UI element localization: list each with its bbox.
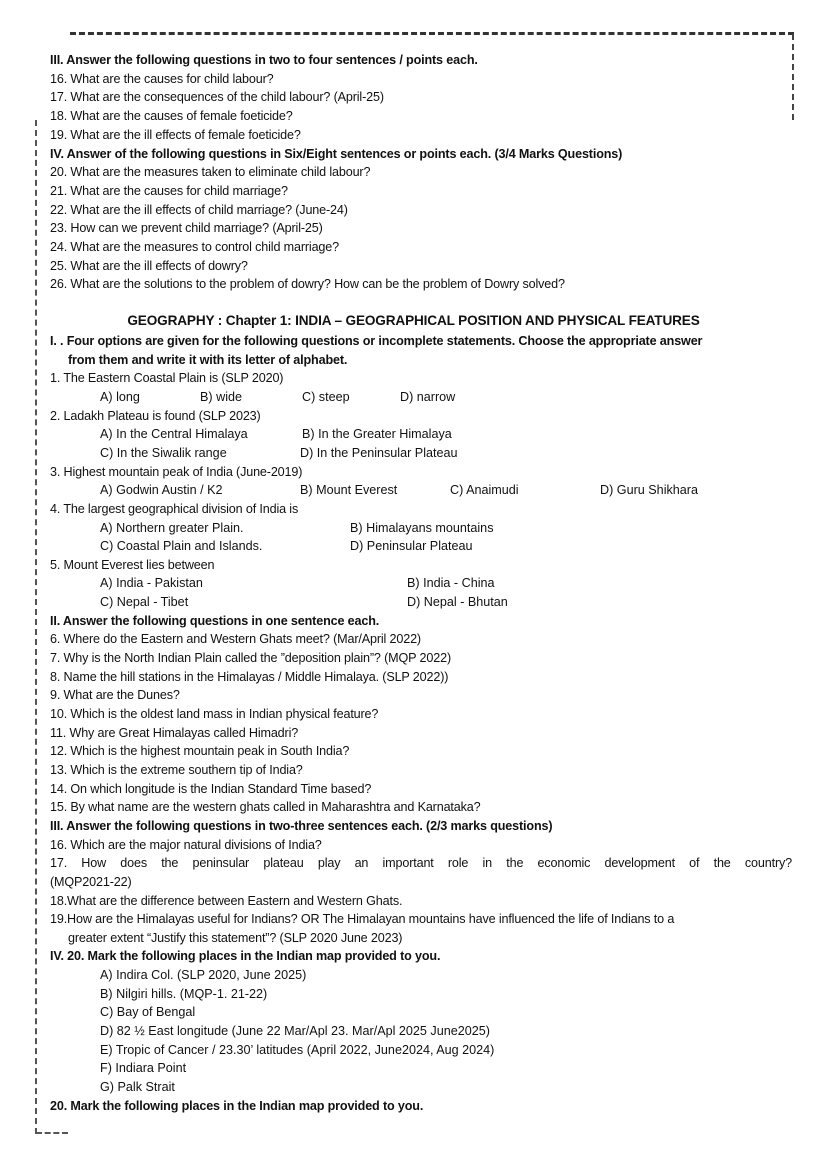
section-heading: IV. Answer of the following questions in Six/Eight sentences or points each. (3/4 Marks Questions): [50, 146, 623, 161]
answer-option: A) Indira Col. (SLP 2020, June 2025): [100, 968, 307, 983]
page-border-right: [792, 34, 794, 120]
question-text: 24. What are the measures to control child marriage?: [50, 240, 339, 254]
question-text: 9. What are the Dunes?: [50, 688, 180, 703]
page-border-bottom: [36, 1132, 68, 1134]
answer-option: B) wide: [200, 389, 242, 404]
section-heading: III. Answer the following questions in two to four sentences / points each.: [50, 53, 478, 67]
answer-option: C) Coastal Plain and Islands.: [100, 539, 263, 554]
answer-option: A) Northern greater Plain.: [100, 520, 244, 535]
answer-option: G) Palk Strait: [100, 1080, 175, 1094]
question-text: 14. On which longitude is the Indian Standard Time based?: [50, 781, 372, 796]
question-text: 12. Which is the highest mountain peak in South India?: [50, 744, 350, 759]
answer-option: C) Bay of Bengal: [100, 1005, 196, 1020]
question-text: 4. The largest geographical division of India is: [50, 501, 299, 516]
answer-option: A) India - Pakistan: [100, 576, 203, 591]
section-heading: from them and write it with its letter of alphabet.: [68, 352, 348, 367]
answer-option: D) Guru Shikhara: [600, 483, 698, 498]
question-text: 5. Mount Everest lies between: [50, 557, 215, 572]
question-text: 16. What are the causes for child labour?: [50, 71, 274, 86]
answer-option: F) Indiara Point: [100, 1061, 187, 1076]
question-text: 11. Why are Great Himalayas called Himadri?: [50, 725, 299, 740]
question-text: greater extent “Justify this statement”? (SLP 2020 June 2023): [68, 930, 403, 945]
answer-option: A) Godwin Austin / K2: [100, 483, 223, 498]
answer-option: D) Peninsular Plateau: [350, 539, 473, 554]
question-text: 1. The Eastern Coastal Plain is (SLP 2020): [50, 371, 284, 386]
question-text: 17. What are the consequences of the child labour? (April-25): [50, 90, 384, 105]
section-heading: III. Answer the following questions in two-three sentences each. (2/3 marks questions): [50, 818, 553, 833]
question-text: 16. Which are the major natural divisions of India?: [50, 837, 322, 852]
question-text: (MQP2021-22): [50, 874, 132, 889]
answer-option: B) Mount Everest: [300, 483, 398, 498]
section-heading: IV. 20. Mark the following places in the Indian map provided to you.: [50, 949, 441, 964]
page-border-left: [35, 120, 37, 1134]
question-text: 3. Highest mountain peak of India (June-2019): [50, 464, 303, 479]
page-border-top: [70, 32, 794, 35]
answer-option: D) In the Peninsular Plateau: [300, 445, 458, 460]
answer-option: B) India - China: [407, 576, 495, 591]
answer-option: D) narrow: [400, 389, 456, 404]
section-heading: I. . Four options are given for the following questions or incomplete statements. Choose the appropriate answer: [50, 334, 703, 348]
question-text: 8. Name the hill stations in the Himalayas / Middle Himalaya. (SLP 2022)): [50, 669, 449, 684]
answer-option: D) Nepal - Bhutan: [407, 595, 508, 610]
answer-option: D) 82 ½ East longitude (June 22 Mar/Apl 23. Mar/Apl 2025 June2025): [100, 1024, 490, 1039]
chapter-title: [0, 312, 827, 330]
question-text: 15. By what name are the western ghats called in Maharashtra and Karnataka?: [50, 800, 481, 815]
question-text: 19.How are the Himalayas useful for Indians? OR The Himalayan mountains have influenced the life of Indians to a: [50, 912, 675, 927]
question-text: 17. How does the peninsular plateau play an important role in the economic development of the country?: [50, 856, 792, 871]
answer-option: B) Nilgiri hills. (MQP-1. 21-22): [100, 986, 268, 1001]
question-text: 18.What are the difference between Eastern and Western Ghats.: [50, 893, 403, 908]
answer-option: A) In the Central Himalaya: [100, 427, 248, 442]
answer-option: B) In the Greater Himalaya: [302, 427, 452, 442]
question-text: 22. What are the ill effects of child marriage? (June-24): [50, 202, 348, 217]
question-text: 20. What are the measures taken to eliminate child labour?: [50, 165, 371, 180]
question-text: 19. What are the ill effects of female foeticide?: [50, 127, 301, 142]
question-text: 26. What are the solutions to the problem of dowry? How can be the problem of Dowry solved?: [50, 277, 565, 292]
answer-option: A) long: [100, 389, 140, 404]
chapter-title-text: GEOGRAPHY : Chapter 1: INDIA – GEOGRAPHICAL POSITION AND PHYSICAL FEATURES: [127, 313, 700, 328]
question-text: 21. What are the causes for child marriage?: [50, 183, 288, 198]
question-text: 25. What are the ill effects of dowry?: [50, 258, 248, 273]
answer-option: C) steep: [302, 389, 350, 404]
answer-option: C) Anaimudi: [450, 483, 519, 498]
question-text: 23. How can we prevent child marriage? (April-25): [50, 221, 323, 236]
question-text: 10. Which is the oldest land mass in Indian physical feature?: [50, 707, 379, 721]
question-text: 2. Ladakh Plateau is found (SLP 2023): [50, 408, 261, 423]
answer-option: C) Nepal - Tibet: [100, 595, 189, 610]
section-heading: II. Answer the following questions in one sentence each.: [50, 613, 380, 628]
section-heading: 20. Mark the following places in the Indian map provided to you.: [50, 1098, 424, 1113]
question-text: 7. Why is the North Indian Plain called the ”deposition plain”? (MQP 2022): [50, 651, 451, 666]
question-text: 13. Which is the extreme southern tip of India?: [50, 762, 303, 777]
answer-option: B) Himalayans mountains: [350, 520, 494, 535]
answer-option: C) In the Siwalik range: [100, 445, 227, 460]
answer-option: E) Tropic of Cancer / 23.30’ latitudes (April 2022, June2024, Aug 2024): [100, 1042, 495, 1057]
question-text: 6. Where do the Eastern and Western Ghats meet? (Mar/April 2022): [50, 632, 421, 647]
question-text: 18. What are the causes of female foeticide?: [50, 109, 293, 124]
